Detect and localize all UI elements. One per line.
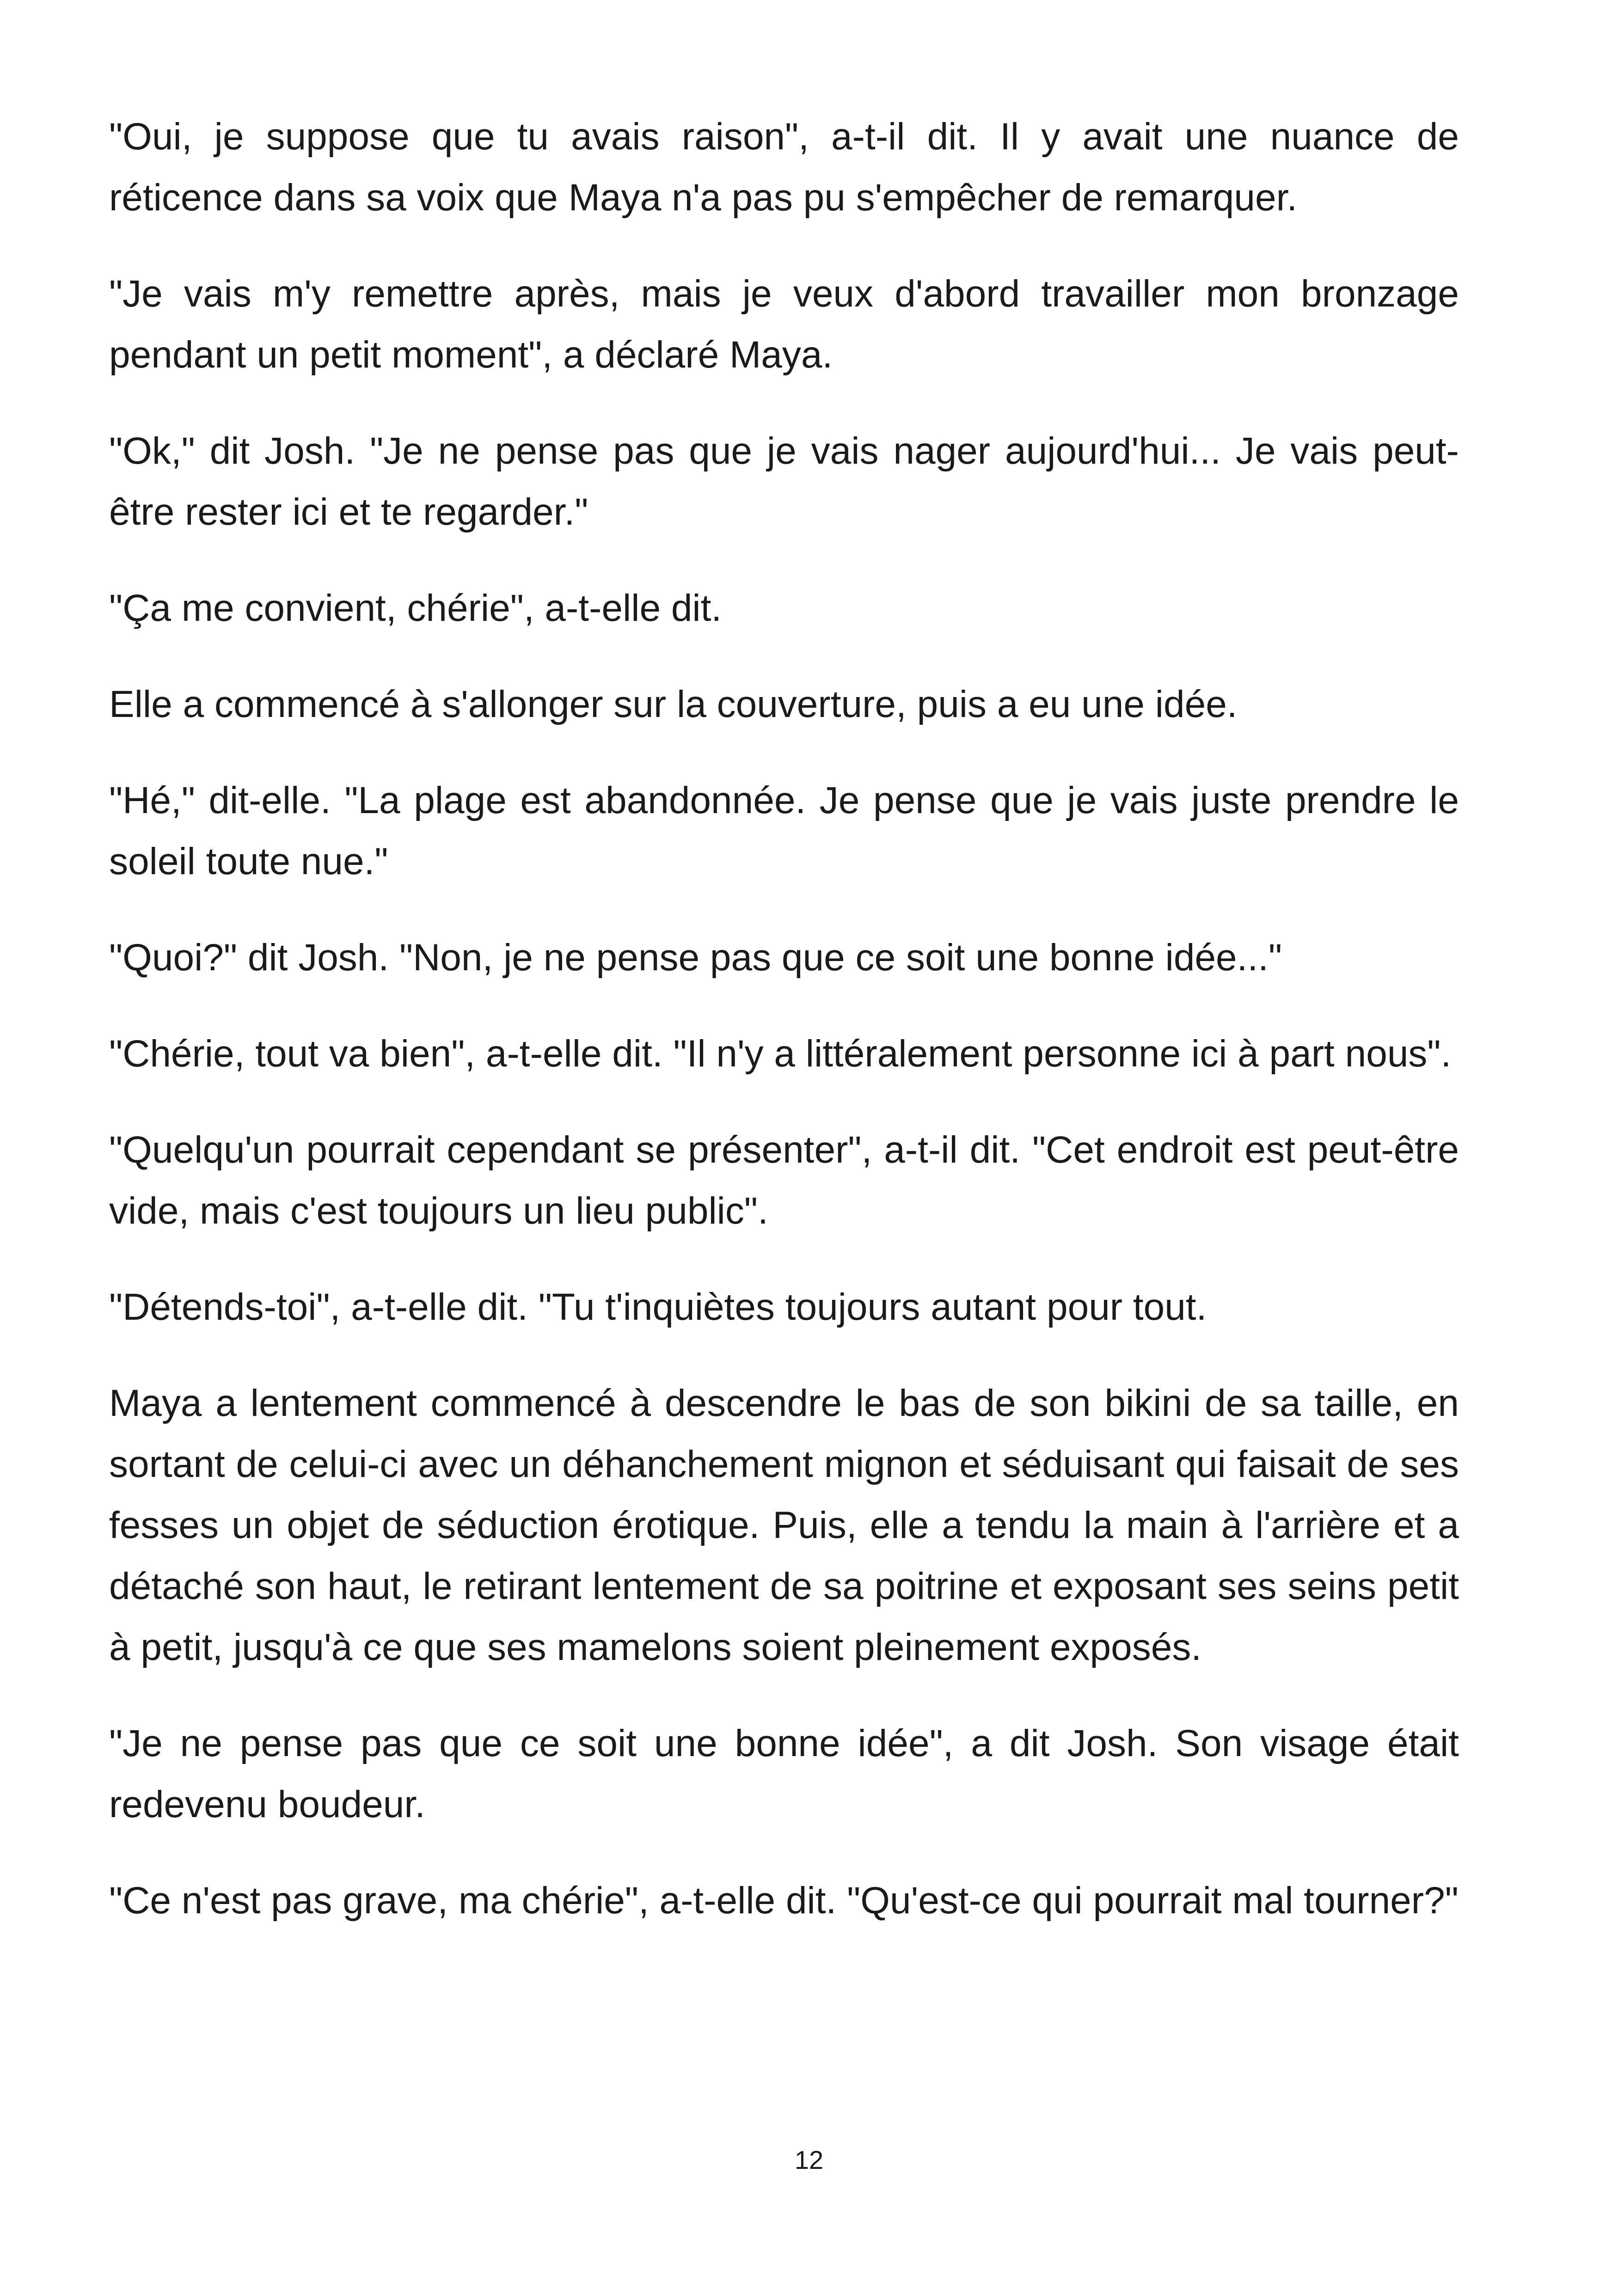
paragraph: "Chérie, tout va bien", a-t-elle dit. "Il n'y a littéralement personne ici à part nous". <box>109 1033 1452 1075</box>
paragraph: "Quelqu'un pourrait cependant se présenter", a-t-il dit. "Cet endroit est peut-être vide, mais c'est toujours un lieu public". <box>109 1129 1459 1232</box>
paragraph: "Ce n'est pas grave, ma chérie", a-t-elle dit. "Qu'est-ce qui pourrait mal tourner?" <box>109 1880 1459 1922</box>
paragraph: "Hé," dit-elle. "La plage est abandonnée. Je pense que je vais juste prendre le soleil toute nue." <box>109 779 1459 882</box>
paragraph: "Ok," dit Josh. "Je ne pense pas que je vais nager aujourd'hui... Je vais peut-être rester ici et te regarder." <box>109 430 1459 533</box>
paragraph: "Oui, je suppose que tu avais raison", a-t-il dit. Il y avait une nuance de réticence dans sa voix que Maya n'a pas pu s'empêcher de remarquer. <box>109 116 1459 219</box>
paragraph: "Quoi?" dit Josh. "Non, je ne pense pas que ce soit une bonne idée..." <box>109 937 1282 979</box>
paragraph: Elle a commencé à s'allonger sur la couverture, puis a eu une idée. <box>109 683 1238 725</box>
body-text <box>109 106 1459 1966</box>
paragraph: Maya a lentement commencé à descendre le bas de son bikini de sa taille, en sortant de celui-ci avec un déhanchement mignon et séduisant qui faisait de ses fesses un objet de séduction érotique. Puis, elle a tendu la main à l'arrière et a détaché son haut, le retirant lentement de sa poitrine et exposant ses seins petit à petit, jusqu'à ce que ses mamelons soient pleinement exposés. <box>109 1382 1459 1668</box>
paragraph: "Je vais m'y remettre après, mais je veux d'abord travailler mon bronzage pendant un petit moment", a déclaré Maya. <box>109 273 1459 376</box>
paragraph: "Détends-toi", a-t-elle dit. "Tu t'inquiètes toujours autant pour tout. <box>109 1286 1207 1328</box>
paragraph: "Ça me convient, chérie", a-t-elle dit. <box>109 587 722 629</box>
page-number: 12 <box>794 2145 824 2174</box>
paragraph: "Je ne pense pas que ce soit une bonne idée", a dit Josh. Son visage était redevenu boudeur. <box>109 1722 1459 1825</box>
